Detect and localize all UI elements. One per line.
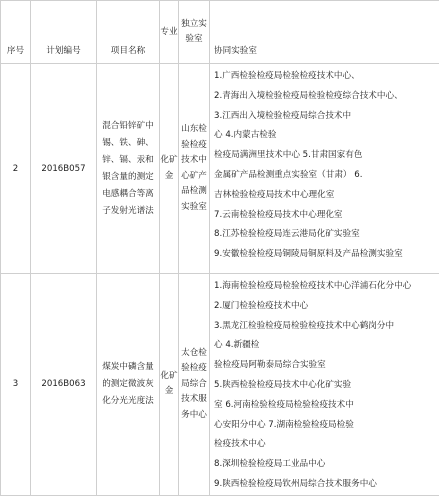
coop-line: 检疫技术中心 bbox=[214, 435, 439, 455]
coop-line: 5.陕西检验检疫局技术中心化矿实验 bbox=[214, 376, 439, 396]
coop-line: 7.云南检验检疫局技术中心理化室 bbox=[214, 206, 439, 226]
table-header-row bbox=[1, 1, 439, 64]
cell-independent-lab: 太仓检验检疫局综合技术服务中心 bbox=[179, 274, 210, 496]
cell-no: 2 bbox=[1, 64, 31, 274]
coop-line: 8.江苏检验检疫局连云港局化矿实验室 bbox=[214, 225, 439, 245]
coop-line: 9.陕西检验检疫局钦州局综合技术服务中心 bbox=[214, 475, 439, 495]
cell-project-name: 煤炭中磷含量的测定微波灰化分光光度法 bbox=[97, 274, 160, 496]
coop-line: 心安阳分中心 7.湖南检验检疫局检验 bbox=[214, 416, 439, 436]
coop-line: 3.黑龙江检验检疫局检验检疫技术中心鹤岗分中 bbox=[214, 317, 439, 337]
cell-major: 化矿金 bbox=[160, 64, 179, 274]
header-major: 专业 bbox=[160, 1, 179, 64]
coop-line: 2.青海出入境检验检疫局检验检疫综合技术中心、 bbox=[214, 87, 439, 107]
coop-line: 3.江西出入境检验检疫局综合技术中 bbox=[214, 107, 439, 127]
header-no: 序号 bbox=[1, 1, 31, 64]
coop-line: 室 6.河南检验检疫局检验检疫技术中 bbox=[214, 396, 439, 416]
coop-line: 心 4.新疆检 bbox=[214, 336, 439, 356]
header-code: 计划编号 bbox=[31, 1, 97, 64]
coop-line: 验检疫局阿勒泰局综合实验室 bbox=[214, 356, 439, 376]
coop-line: 心 4.内蒙古检验 bbox=[214, 126, 439, 146]
cell-major: 化矿金 bbox=[160, 274, 179, 496]
coop-line: 8.深圳检验检疫局工业品中心 bbox=[214, 455, 439, 475]
coop-line: 检疫局满洲里技术中心 5.甘肃国家有色 bbox=[214, 146, 439, 166]
coop-line: 金属矿产品检测重点实验室（甘肃） 6. bbox=[214, 166, 439, 186]
header-coop: 协同实验室 bbox=[210, 1, 439, 64]
coop-line: 吉林检验检疫局技术中心理化室 bbox=[214, 186, 439, 206]
cell-project-name: 混合铅锌矿中锡、铁、砷、锌、镉、汞和银含量的测定 电感耦合等离子发射光谱法 bbox=[97, 64, 160, 274]
coop-line: 2.厦门检验检疫技术中心 bbox=[214, 297, 439, 317]
cell-coop-labs bbox=[210, 274, 439, 496]
coop-line: 9.安徽检验检疫局铜陵局铜原料及产品检测实验室 bbox=[214, 245, 439, 265]
header-name: 项目名称 bbox=[97, 1, 160, 64]
coop-line: 1.广西检验检疫局检验检疫技术中心、 bbox=[214, 67, 439, 87]
cell-coop-labs bbox=[210, 64, 439, 274]
cell-independent-lab: 山东检验检疫技术中心矿产品检测实验室 bbox=[179, 64, 210, 274]
table-row bbox=[1, 274, 439, 496]
header-lab: 独立实验室 bbox=[179, 1, 210, 64]
table-row bbox=[1, 64, 439, 274]
cell-code: 2016B057 bbox=[31, 64, 97, 274]
cell-no: 3 bbox=[1, 274, 31, 496]
cell-code: 2016B063 bbox=[31, 274, 97, 496]
coop-line: 1.海南检验检疫局检验检疫技术中心洋浦石化分中心 bbox=[214, 277, 439, 297]
